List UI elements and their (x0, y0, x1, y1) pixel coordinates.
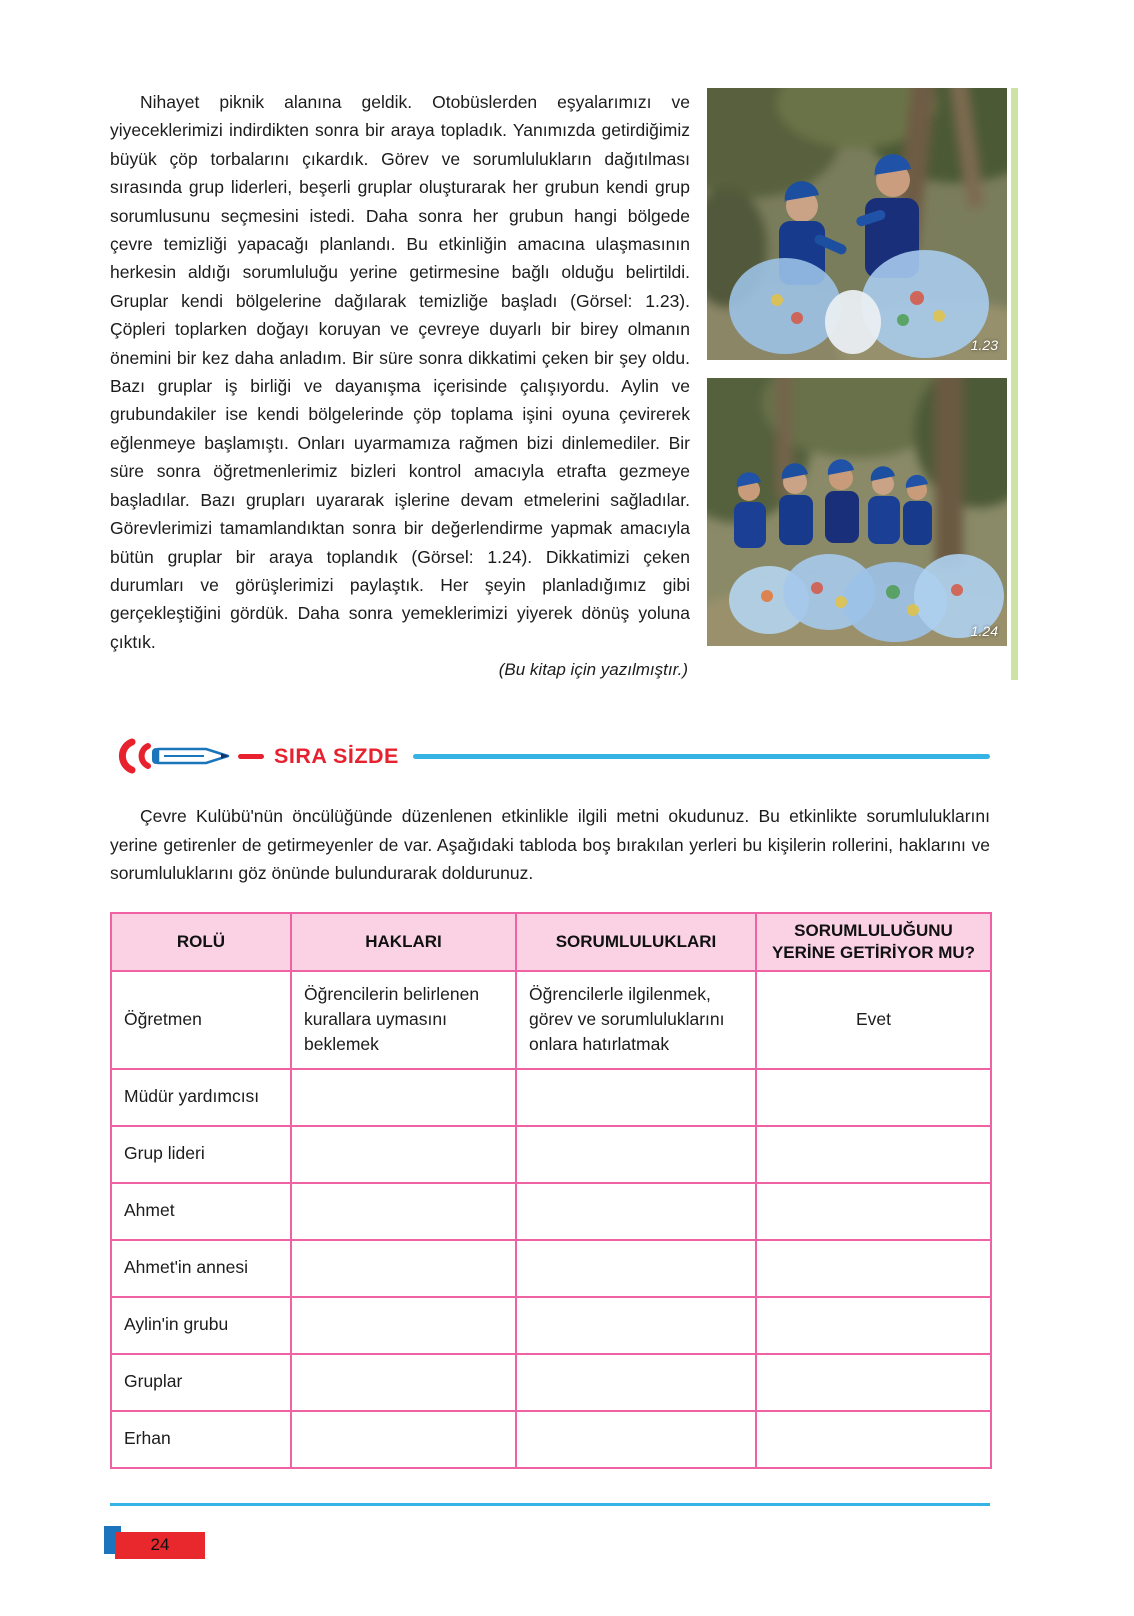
story-paragraph: Nihayet piknik alanına geldik. Otobüslerden eşyalarımızı ve yiyeceklerimizi indirdikten sonra bir araya topladık. Yanımızda getirdiğimiz büyük çöp torbalarını çıkardık. Görev ve sorumlulukların dağıtılması sırasında grup liderleri, beşerli gruplar oluşturarak her grubun kendi grup sorumlusunu seçmesini istedi. Daha sonra her grubun hangi bölgede çevre temizliği yapacağı planlandı. Bu etkinliğin amacına ulaşmasının herkesin aldığı sorumluluğu yerine getirmesine bağlı olduğu belirtildi. Gruplar kendi bölgelerine dağılarak temizliğe başladı (Görsel: 1.23). Çöpleri toplarken doğayı koruyan ve çevreye duyarlı bir birey olmanın önemini bir kez daha anladım. Bir süre sonra dikkatimi çeken bir şey oldu. Bazı gruplar iş birliği ve dayanışma içerisinde çalışıyordu. Aylin ve grubundakiler ise kendi bölgelerinde çöp toplama işini oyuna çevirerek eğlenmeye başlamıştı. Onları uyarmamıza rağmen bizi dinlemediler. Bir süre sonra öğretmenlerimiz bizleri kontrol amacıyla etrafta gezmeye başladılar. Bazı grupları uyararak işlerine devam etmelerini sağladılar. Görevlerimizi tamamlandıktan sonra bir değerlendirme yapmak amacıyla bütün gruplar bir araya toplandık (Görsel: 1.24). Dikkatimizi çeken durumları ve görüşlerimizi paylaştık. Her şeyin planladığımız gibi gerçekleştiğini gördük. Daha sonra yemeklerimizi yiyerek dönüş yoluna çıktık. (110, 92, 690, 652)
photo-label: 1.23 (970, 337, 998, 353)
cell-haklari (291, 1183, 516, 1240)
cell-sorumluluklari (516, 1411, 756, 1468)
cell-durum (756, 1240, 991, 1297)
story-section (110, 88, 1018, 680)
cell-sorumluluklari (516, 1240, 756, 1297)
cell-rol: Grup lideri (111, 1126, 291, 1183)
cell-sorumluluklari (516, 1126, 756, 1183)
table-row (111, 1411, 991, 1468)
cell-sorumluluklari (516, 1297, 756, 1354)
cleanup-group-illustration (707, 378, 1007, 646)
table-row (111, 1297, 991, 1354)
story-text-column (110, 88, 690, 680)
cleanup-photo-illustration (707, 88, 1007, 360)
table-row (111, 1240, 991, 1297)
cell-rol: Müdür yardımcısı (111, 1069, 291, 1126)
cell-haklari (291, 1069, 516, 1126)
red-dash-decoration (238, 754, 264, 759)
cell-rol: Erhan (111, 1411, 291, 1468)
cell-rol: Ahmet (111, 1183, 291, 1240)
header-haklari: HAKLARI (291, 913, 516, 971)
activity-instructions: Çevre Kulübü'nün öncülüğünde düzenlenen etkinlikle ilgili metni okudunuz. Bu etkinlikte sorumluluklarını yerine getirenler de getirmeyenler de var. Aşağıdaki tabloda boş bırakılan yerleri bu kişilerin rollerini, haklarını ve sorumluluklarını göz önünde bulundurarak doldurunuz. (110, 806, 990, 884)
cell-durum (756, 1126, 991, 1183)
page-number-block (104, 1526, 1134, 1560)
cell-durum (756, 1411, 991, 1468)
header-getiriyor-mu: SORUMLULUĞUNU YERİNE GETİRİYOR MU? (756, 913, 991, 971)
photo-column (707, 88, 1007, 680)
table-row (111, 1354, 991, 1411)
photo-label: 1.24 (970, 623, 998, 639)
cyan-divider-line (413, 754, 990, 759)
cell-sorumluluklari (516, 1069, 756, 1126)
header-sorumluluklari: SORUMLULUKLARI (516, 913, 756, 971)
table-row (111, 971, 991, 1069)
table-row (111, 1126, 991, 1183)
pencil-icon (110, 738, 236, 774)
cell-sorumluluklari (516, 1183, 756, 1240)
footer-divider-line (110, 1503, 990, 1506)
sira-sizde-header (110, 736, 990, 776)
table-header-row (111, 913, 991, 971)
cell-haklari (291, 1411, 516, 1468)
cell-durum (756, 1354, 991, 1411)
cell-rol: Ahmet'in annesi (111, 1240, 291, 1297)
page-number: 24 (150, 1535, 170, 1555)
attribution-note: (Bu kitap için yazılmıştır.) (498, 660, 688, 680)
cell-sorumluluklari (516, 1354, 756, 1411)
photo-cleanup-group (707, 378, 1007, 646)
cell-haklari: Öğrencilerin belirlenen kurallara uymasını beklemek (291, 971, 516, 1069)
cell-sorumluluklari: Öğrencilerle ilgilenmek, görev ve sorumluluklarını onlara hatırlatmak (516, 971, 756, 1069)
cell-rol: Öğretmen (111, 971, 291, 1069)
page-edge-green-bar (1011, 88, 1018, 680)
cell-durum (756, 1069, 991, 1126)
header-rolu: ROLÜ (111, 913, 291, 971)
cell-durum (756, 1297, 991, 1354)
section-title: SIRA SİZDE (274, 743, 399, 768)
cell-rol: Gruplar (111, 1354, 291, 1411)
cell-durum: Evet (756, 971, 991, 1069)
table-row (111, 1069, 991, 1126)
roles-table (110, 912, 992, 1469)
table-row (111, 1183, 991, 1240)
cell-haklari (291, 1240, 516, 1297)
cell-haklari (291, 1354, 516, 1411)
photo-cleanup-pair (707, 88, 1007, 360)
cell-rol: Aylin'in grubu (111, 1297, 291, 1354)
page-number-badge (115, 1532, 205, 1559)
cell-durum (756, 1183, 991, 1240)
cell-haklari (291, 1297, 516, 1354)
cell-haklari (291, 1126, 516, 1183)
